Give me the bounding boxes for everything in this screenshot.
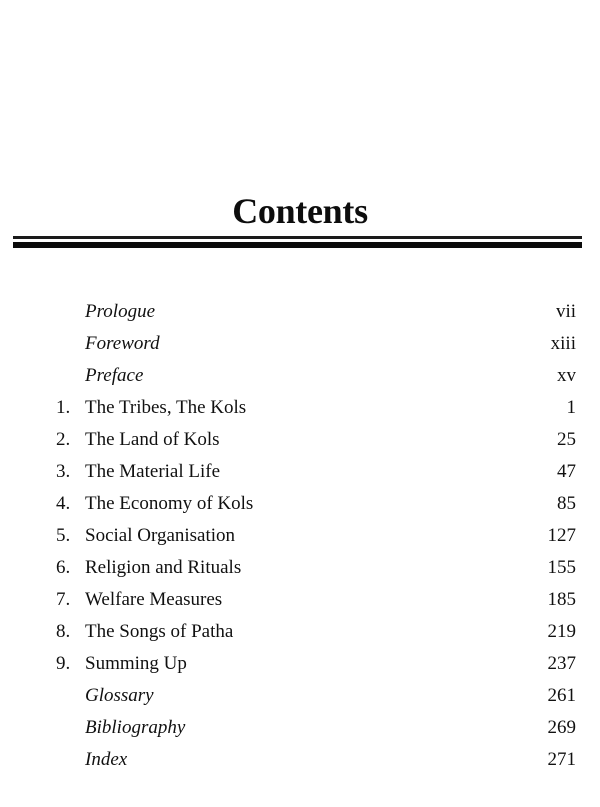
toc-entry-glossary[interactable] [0,680,600,712]
chapter-number: 6. [56,557,71,578]
entry-title: Glossary [85,685,154,706]
entry-title: Foreword [85,333,160,354]
page-number: 261 [547,685,576,706]
toc-entry-preface[interactable] [0,360,600,392]
entry-title: Social Organisation [85,525,236,546]
page-number: 185 [547,589,576,610]
entry-title: The Songs of Patha [85,621,234,642]
page-number: 219 [547,621,576,642]
toc-entry-chapter-9[interactable] [0,648,600,680]
chapter-number: 4. [56,493,71,514]
entry-title: Index [85,749,128,770]
page-number: vii [555,301,576,322]
toc-entry-foreword[interactable] [0,328,600,360]
entry-title: Summing Up [85,653,187,674]
chapter-number: 5. [56,525,71,546]
page-number: 85 [557,493,576,514]
toc-entry-chapter-5[interactable] [0,520,600,552]
page-number: 269 [547,717,576,738]
page-number: xiii [550,333,576,354]
toc-entry-chapter-2[interactable] [0,424,600,456]
toc-entry-bibliography[interactable] [0,712,600,744]
toc-entry-chapter-8[interactable] [0,616,600,648]
entry-title: Prologue [85,301,156,322]
toc-entry-chapter-7[interactable] [0,584,600,616]
table-of-contents [0,296,600,776]
chapter-number: 1. [56,397,71,418]
toc-entry-chapter-1[interactable] [0,392,600,424]
toc-entry-prologue[interactable] [0,296,600,328]
page-number: xv [557,365,576,386]
toc-entry-chapter-6[interactable] [0,552,600,584]
title-rule-thick [13,242,582,248]
entry-title: The Material Life [85,461,221,482]
entry-title: Bibliography [85,717,186,738]
toc-entry-chapter-4[interactable] [0,488,600,520]
page-title: Contents [232,191,368,231]
entry-title: The Land of Kols [85,429,220,450]
page-number: 47 [557,461,576,482]
entry-title: The Economy of Kols [85,493,254,514]
page-number: 237 [547,653,576,674]
chapter-number: 7. [56,589,71,610]
entry-title: The Tribes, The Kols [85,397,247,418]
entry-title: Religion and Rituals [85,557,242,578]
chapter-number: 3. [56,461,71,482]
page-number: 155 [547,557,576,578]
title-rule-thin [13,236,582,239]
page-number: 25 [557,429,576,450]
page-number: 271 [547,749,576,770]
page-number: 1 [566,397,576,418]
chapter-number: 2. [56,429,71,450]
toc-entry-chapter-3[interactable] [0,456,600,488]
chapter-number: 9. [56,653,71,674]
toc-entry-index[interactable] [0,744,600,776]
page-number: 127 [547,525,576,546]
entry-title: Welfare Measures [85,589,223,610]
entry-title: Preface [85,365,144,386]
chapter-number: 8. [56,621,71,642]
